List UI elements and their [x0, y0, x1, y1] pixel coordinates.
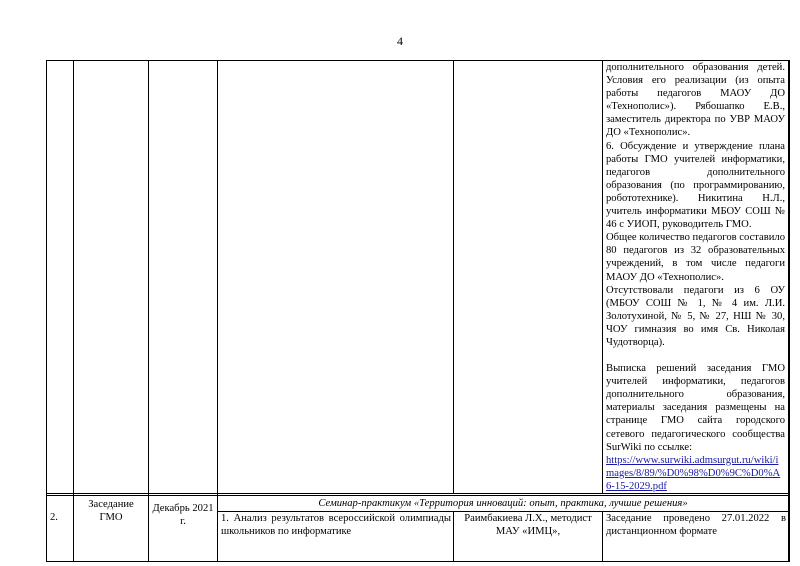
- page-number: 4: [397, 34, 403, 48]
- table-border: [46, 561, 789, 562]
- results-paragraph: Отсутствовали педагоги из 6 ОУ (МБОУ СОШ № 1, № 4 им. Л.И. Золотухиной, № 5, № 27, НШ № 30, ЧОУ гимназия во имя Св. Николая Чудотворца).: [606, 284, 785, 348]
- table-border: [788, 60, 790, 562]
- agenda-topic: 1. Анализ результатов всероссийской олимпиады школьников по информатике: [221, 513, 451, 538]
- results-paragraph: Общее количество педагогов составило 80 педагогов из 32 образовательных учреждений, в том числе педагоги МАОУ ДО «Технополис».: [606, 232, 785, 283]
- table-border: [453, 511, 454, 562]
- row-number: 2.: [50, 512, 58, 523]
- table-border: [453, 60, 454, 494]
- results-paragraph: дополнительного образования детей. Условия его реализации (из опыта работы педагогов МАОУ ДО «Технополис»). Рябошапко Е.В., заместитель директора по УВР МАОУ ДО «Технополис».: [606, 62, 785, 139]
- result-text: Заседание проведено 27.01.2022 в дистанционном формате: [606, 513, 786, 538]
- table-border: [73, 60, 74, 562]
- table-border: [46, 60, 47, 562]
- table-border: [46, 493, 789, 494]
- event-type: Заседание ГМО: [88, 499, 134, 524]
- table-border: [46, 495, 789, 496]
- results-paragraph: 6. Обсуждение и утверждение плана работы ГМО учителей информатики, педагогов дополнительного образования (по программированию, робототехнике). Никитина Н.Л., учитель информатики МБОУ СОШ № 46 с УИОП, руководитель ГМО.: [606, 140, 785, 231]
- results-cell: [606, 61, 785, 493]
- table-border: [602, 511, 603, 562]
- seminar-title: Семинар-практикум «Территория инноваций: опыт, практика, лучшие решения»: [318, 498, 688, 509]
- surwiki-link[interactable]: https://www.surwiki.admsurgut.ru/wiki/images/8/89/%D0%98%D0%9C%D0%A6-15-2029.pdf: [606, 454, 781, 492]
- event-date: Декабрь 2021 г.: [152, 503, 214, 528]
- results-paragraph: Выписка решений заседания ГМО учителей информатики, педагогов дополнительного образования, материалы заседания размещены на странице ГМО сайта городского сетевого педагогического сообщества SurWiki по ссылке:: [606, 363, 785, 453]
- table-border: [602, 60, 603, 494]
- table-border: [148, 60, 149, 562]
- table-border: [217, 60, 218, 562]
- speaker: Раимбакиева Л.Х., методист МАУ «ИМЦ»,: [464, 513, 592, 538]
